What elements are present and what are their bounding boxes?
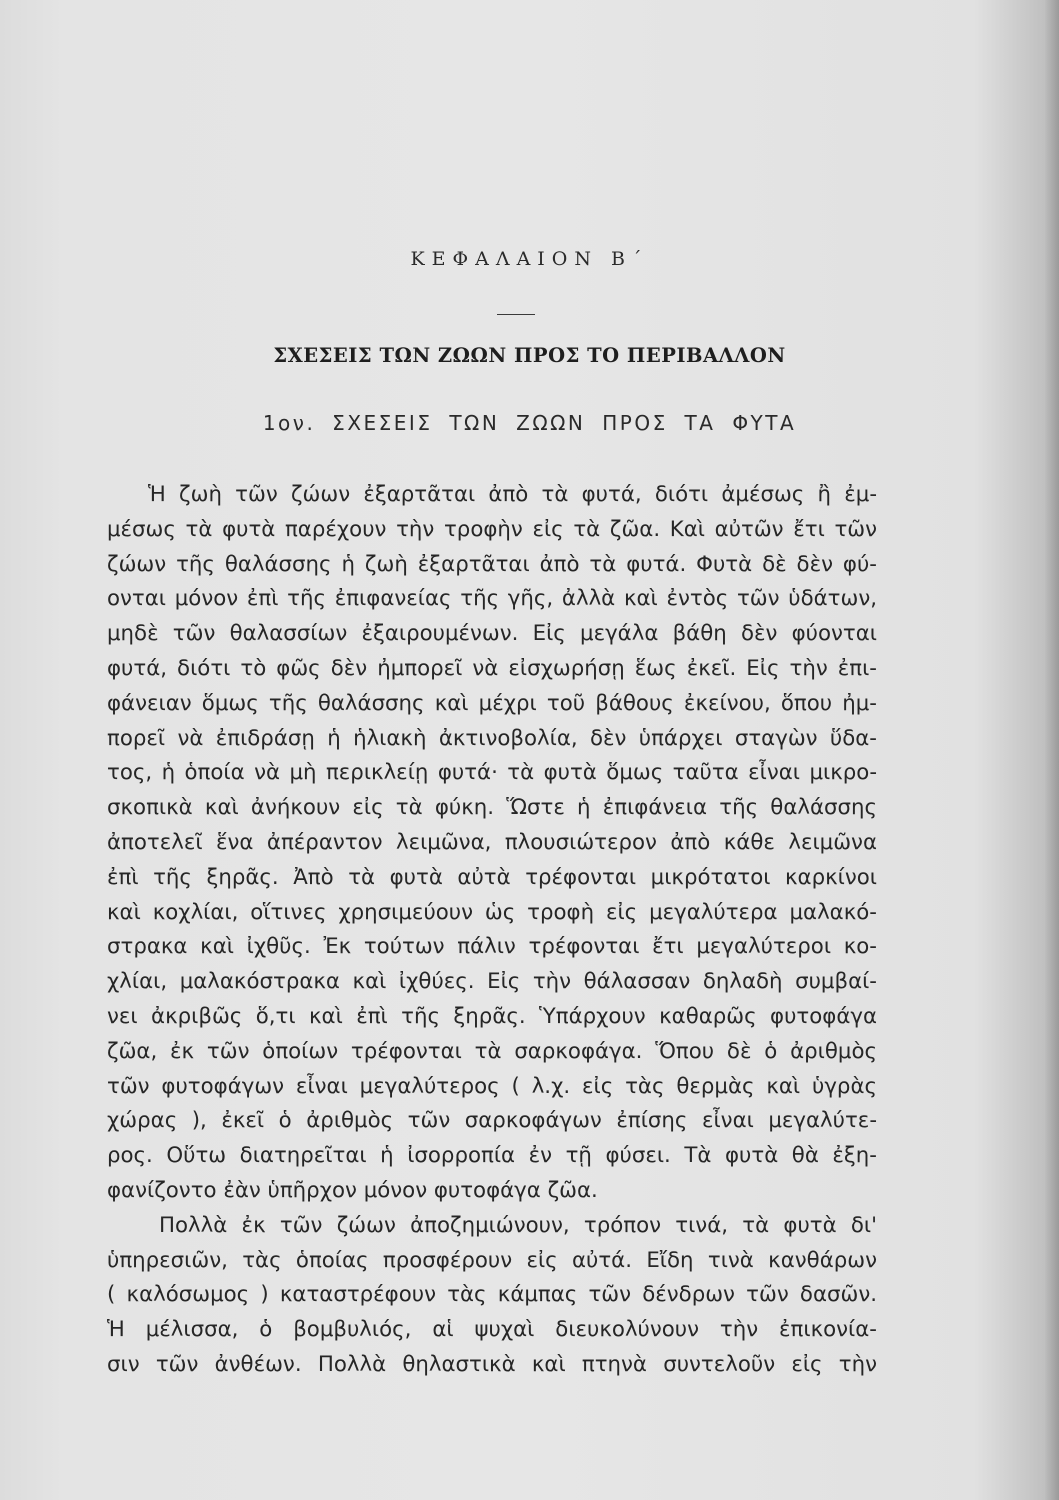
section-title: 1ον. ΣΧΕΣΕΙΣ ΤΩΝ ΖΩΩΝ ΠΡΟΣ ΤΑ ΦΥΤΑ (262, 411, 797, 435)
page-edge-shadow (1045, 0, 1059, 1500)
chapter-title: ΣΧΕΣΕΙΣ ΤΩΝ ΖΩΩΝ ΠΡΟΣ ΤΟ ΠΕΡΙΒΑΛΛΟΝ (273, 344, 786, 367)
text-line: ρος. Οὕτω διατηρεῖται ἡ ἰσορροπία ἐν τῇ φύσει. Τὰ φυτὰ θὰ ἐξη- (107, 1143, 877, 1169)
text-line: φανίζοντο ἐὰν ὑπῆρχον μόνον φυτοφάγα ζῶα. (107, 1177, 598, 1203)
text-line: ὑπηρεσιῶν, τὰς ὁποίας προσφέρουν εἰς αὐτά. Εἴδη τινὰ κανθάρων (107, 1247, 877, 1273)
text-line: πορεῖ νὰ ἐπιδράσῃ ἡ ἡλιακὴ ἀκτινοβολία, δὲν ὑπάρχει σταγὼν ὕδα- (107, 725, 877, 751)
text-line: ἀποτελεῖ ἕνα ἀπέραντον λειμῶνα, πλουσιώτερον ἀπὸ κάθε λειμῶνα (107, 829, 877, 855)
text-line: ζῶα, ἐκ τῶν ὁποίων τρέφονται τὰ σαρκοφάγα. Ὅπου δὲ ὁ ἀριθμὸς (107, 1038, 877, 1064)
text-line: Ἡ μέλισσα, ὁ βομβυλιός, αἱ ψυχαὶ διευκολύνουν τὴν ἐπικονία- (107, 1317, 877, 1343)
text-line: καὶ κοχλίαι, οἵτινες χρησιμεύουν ὡς τροφὴ εἰς μεγαλύτερα μαλακό- (107, 899, 877, 925)
text-line: τος, ἡ ὁποία νὰ μὴ περικλείῃ φυτά· τὰ φυτὰ ὅμως ταῦτα εἶναι μικρο- (107, 760, 877, 786)
text-line: φυτά, διότι τὸ φῶς δὲν ἠμπορεῖ νὰ εἰσχωρήσῃ ἕως ἐκεῖ. Εἰς τὴν ἐπι- (107, 655, 877, 681)
text-line: μέσως τὰ φυτὰ παρέχουν τὴν τροφὴν εἰς τὰ ζῶα. Καὶ αὐτῶν ἔτι τῶν (107, 516, 877, 542)
text-line: σκοπικὰ καὶ ἀνήκουν εἰς τὰ φύκη. Ὥστε ἡ ἐπιφάνεια τῆς θαλάσσης (107, 795, 877, 821)
text-line: φάνειαν ὅμως τῆς θαλάσσης καὶ μέχρι τοῦ βάθους ἐκείνου, ὅπου ἠμ- (107, 690, 877, 716)
text-line: στρακα καὶ ἰχθῦς. Ἐκ τούτων πάλιν τρέφονται ἔτι μεγαλύτεροι κο- (107, 934, 877, 960)
text-line: Ἡ ζωὴ τῶν ζώων ἐξαρτᾶται ἀπὸ τὰ φυτά, διότι ἀμέσως ἢ ἐμ- (148, 482, 877, 507)
text-line: ζώων τῆς θαλάσσης ἡ ζωὴ ἐξαρτᾶται ἀπὸ τὰ φυτά. Φυτὰ δὲ δὲν φύ- (107, 551, 877, 577)
paragraph-1 (107, 478, 877, 1209)
text-line: μηδὲ τῶν θαλασσίων ἐξαιρουμένων. Εἰς μεγάλα βάθη δὲν φύονται (107, 621, 877, 647)
text-line: νει ἀκριβῶς ὅ,τι καὶ ἐπὶ τῆς ξηρᾶς. Ὑπάρχουν καθαρῶς φυτοφάγα (107, 1003, 877, 1029)
text-line: ονται μόνον ἐπὶ τῆς ἐπιφανείας τῆς γῆς, ἀλλὰ καὶ ἐντὸς τῶν ὑδάτων, (107, 586, 877, 612)
text-line: ( καλόσωμος ) καταστρέφουν τὰς κάμπας τῶν δένδρων τῶν δασῶν. (107, 1282, 877, 1308)
chapter-heading: ΚΕΦΑΛΑΙΟΝ Β΄ (410, 248, 649, 270)
heading-divider (497, 314, 535, 315)
text-line: χλίαι, μαλακόστρακα καὶ ἰχθύες. Εἰς τὴν θάλασσαν δηλαδὴ συμβαί- (107, 969, 877, 995)
paragraph-2 (107, 1209, 877, 1383)
text-line: ἐπὶ τῆς ξηρᾶς. Ἀπὸ τὰ φυτὰ αὐτὰ τρέφονται μικρότατοι καρκίνοι (107, 864, 877, 890)
body-text (107, 478, 877, 1383)
text-line: Πολλὰ ἐκ τῶν ζώων ἀποζημιώνουν, τρόπον τινά, τὰ φυτὰ δι' (159, 1212, 877, 1238)
text-line: χώρας ), ἐκεῖ ὁ ἀριθμὸς τῶν σαρκοφάγων ἐπίσης εἶναι μεγαλύτε- (107, 1108, 877, 1134)
text-line: τῶν φυτοφάγων εἶναι μεγαλύτερος ( λ.χ. εἰς τὰς θερμὰς καὶ ὑγρὰς (107, 1073, 877, 1099)
text-line: σιν τῶν ἀνθέων. Πολλὰ θηλαστικὰ καὶ πτηνὰ συντελοῦν εἰς τὴν (107, 1351, 877, 1377)
